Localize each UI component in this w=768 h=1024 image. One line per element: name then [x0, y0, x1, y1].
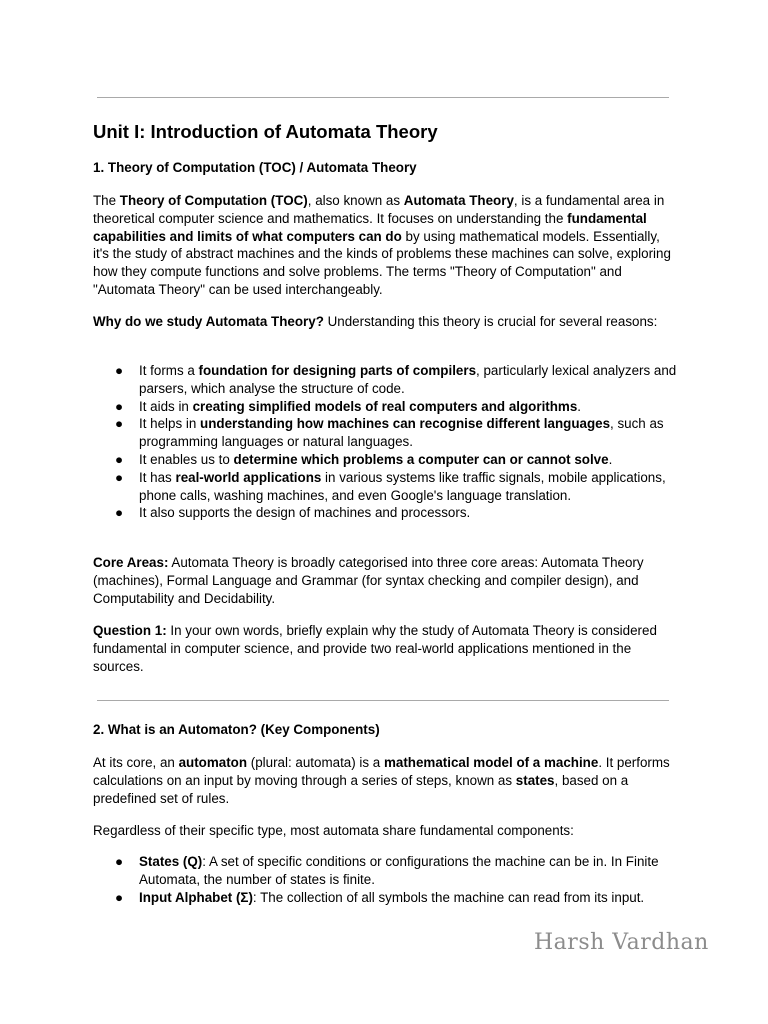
bold-text: fundamental capabilities and limits of what computers can do	[93, 210, 647, 244]
reasons-list	[93, 362, 683, 522]
bullet-icon: ●	[115, 854, 124, 869]
list-item	[93, 504, 683, 522]
text-run: It has	[139, 469, 176, 485]
text-run: , is a fundamental area in theoretical computer science and mathematics. It focuses on understanding the	[93, 193, 665, 226]
bold-text: Automata Theory	[403, 193, 514, 208]
section1-intro	[93, 192, 673, 299]
bold-text: states	[515, 772, 555, 788]
bold-text: Theory of Computation (TOC)	[119, 193, 308, 208]
bullet-icon: ●	[115, 398, 124, 414]
signature-watermark: Harsh Vardhan	[534, 930, 709, 955]
core-areas-paragraph	[93, 554, 673, 607]
list-item	[93, 451, 683, 469]
text-run: .	[577, 398, 582, 414]
text-run: in various systems like traffic signals, mobile applications, phone calls, washing machines, and even Google's language translation.	[139, 469, 666, 503]
text-run: It enables us to	[139, 451, 234, 467]
list-item	[93, 889, 683, 907]
bold-text: Input Alphabet (Σ)	[139, 889, 253, 905]
bold-text: foundation for designing parts of compilers	[198, 363, 477, 378]
bold-text: understanding how machines can recognise different languages	[200, 416, 611, 432]
text-run: (plural: automata) is a	[247, 755, 384, 770]
bullet-icon: ●	[115, 889, 124, 905]
text-run: At its core, an	[93, 755, 179, 770]
text-run: In your own words, briefly explain why the study of Automata Theory is considered fundamental in computer science, and provide two real-world applications mentioned in the sources.	[93, 623, 657, 674]
question-1-paragraph	[93, 622, 673, 675]
section-divider	[97, 700, 669, 701]
text-run: , based on a predefined set of rules.	[93, 772, 629, 806]
text-run: : A set of specific conditions or configurations the machine can be in. In Finite Automata, the number of states is finite.	[139, 854, 659, 887]
text-run: : The collection of all symbols the machine can read from its input.	[252, 889, 645, 905]
bullet-icon: ●	[115, 416, 124, 432]
text-run: . It performs calculations on an input by moving through a series of steps, known as	[93, 755, 670, 788]
text-run: Automata Theory is broadly categorised into three core areas: Automata Theory (machines), Formal Language and Grammar (for syntax checking and compiler design), and Computability and Decidability.	[93, 555, 644, 606]
list-item	[93, 362, 683, 398]
bold-text: Why do we study Automata Theory?	[93, 314, 324, 329]
bold-text: mathematical model of a machine	[383, 755, 599, 770]
components-intro: Regardless of their specific type, most automata share fundamental components:	[93, 823, 574, 838]
list-item	[93, 853, 683, 889]
text-run: , particularly lexical analyzers and parsers, which analyse the structure of code.	[139, 363, 677, 396]
bullet-icon: ●	[115, 505, 124, 521]
why-study-paragraph	[93, 313, 673, 331]
text-run: It forms a	[139, 363, 199, 378]
list-item	[93, 469, 683, 505]
components-list	[93, 853, 683, 906]
text-run: , such as programming languages or natural languages.	[139, 416, 664, 450]
bold-text: determine which problems a computer can or cannot solve	[233, 451, 609, 467]
bold-text: real-world applications	[175, 469, 322, 485]
list-item	[93, 415, 683, 451]
list-item	[93, 398, 683, 416]
bullet-icon: ●	[115, 469, 124, 485]
text-run: The	[93, 193, 120, 208]
text-run: , also known as	[307, 193, 404, 208]
bold-text: Core Areas:	[93, 555, 169, 570]
text-run: Understanding this theory is crucial for several reasons:	[323, 314, 658, 329]
text-run: It aids in	[139, 398, 193, 414]
top-divider	[97, 97, 669, 98]
text-run: It also supports the design of machines and processors.	[139, 505, 471, 521]
section2-heading: 2. What is an Automaton? (Key Components)	[93, 722, 380, 737]
bold-text: automaton	[178, 755, 248, 770]
page-title: Unit I: Introduction of Automata Theory	[93, 121, 438, 142]
bullet-icon: ●	[115, 363, 124, 378]
bold-text: creating simplified models of real computers and algorithms	[192, 398, 578, 414]
text-run: It helps in	[139, 416, 201, 432]
section2-intro	[93, 754, 673, 807]
section1-heading: 1. Theory of Computation (TOC) / Automata Theory	[93, 160, 417, 175]
bullet-icon: ●	[115, 451, 124, 467]
text-run: .	[608, 451, 613, 467]
text-run: by using mathematical models. Essentially, it's the study of abstract machines and the kinds of problems these machines can solve, exploring how they compute functions and solve problems. The terms "Theory of Computation" and "Automata Theory" can be used interchangeably.	[93, 228, 671, 297]
bold-text: States (Q)	[139, 854, 203, 869]
bold-text: Question 1:	[93, 623, 167, 638]
